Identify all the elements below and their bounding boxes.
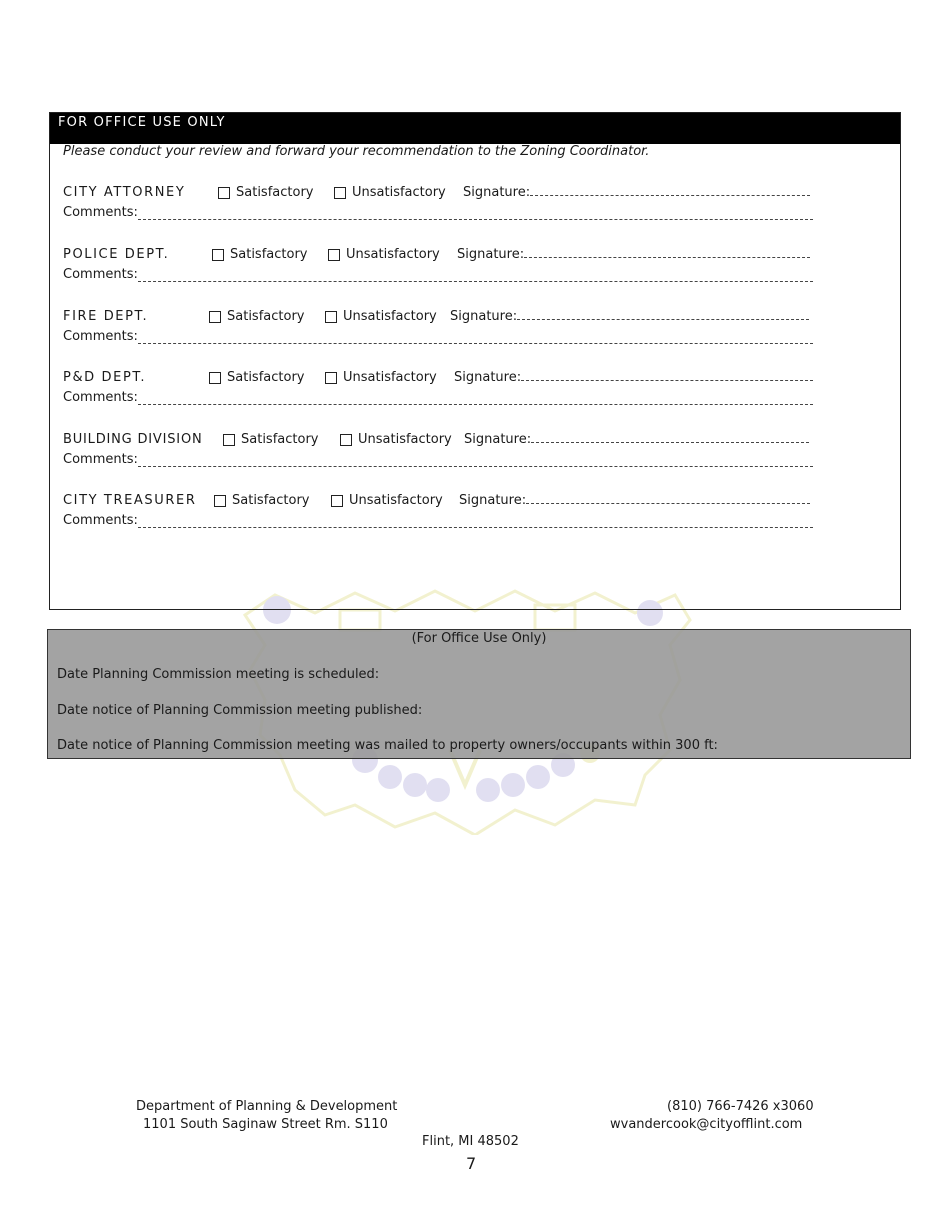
signature-line[interactable] <box>524 245 810 258</box>
comments-label: Comments: <box>63 513 138 528</box>
dept-review-pd <box>63 368 823 408</box>
comments-label: Comments: <box>63 452 138 467</box>
checkbox-square[interactable] <box>331 495 343 507</box>
checkbox-square[interactable] <box>214 495 226 507</box>
checkbox-square[interactable] <box>334 187 346 199</box>
signature-line[interactable] <box>517 307 809 320</box>
signature-label: Signature: <box>454 370 522 385</box>
signature-line[interactable] <box>526 491 810 504</box>
unsatisfactory-label: Unsatisfactory <box>352 185 446 200</box>
satisfactory-label: Satisfactory <box>241 432 319 447</box>
checkbox-square[interactable] <box>340 434 352 446</box>
comments-label: Comments: <box>63 267 138 282</box>
signature-label: Signature: <box>450 309 518 324</box>
footer-phone: (810) 766-7426 x3060 <box>667 1099 814 1114</box>
dept-name: CITY ATTORNEY <box>63 185 186 200</box>
comments-line[interactable] <box>138 269 813 282</box>
unsatisfactory-label: Unsatisfactory <box>346 247 440 262</box>
comments-line[interactable] <box>138 454 813 467</box>
unsatisfactory-label: Unsatisfactory <box>343 370 437 385</box>
signature-line[interactable] <box>531 430 809 443</box>
unsatisfactory-checkbox[interactable] <box>334 183 446 203</box>
checkbox-square[interactable] <box>212 249 224 261</box>
satisfactory-checkbox[interactable] <box>209 307 304 327</box>
comments-line[interactable] <box>138 331 813 344</box>
dept-review-fire <box>63 307 823 347</box>
satisfactory-checkbox[interactable] <box>212 245 307 265</box>
footer-email[interactable]: wvandercook@cityofflint.com <box>610 1117 803 1132</box>
satisfactory-label: Satisfactory <box>227 309 305 324</box>
footer-address: 1101 South Saginaw Street Rm. S110 <box>143 1117 388 1132</box>
signature-field[interactable] <box>454 368 813 388</box>
signature-field[interactable] <box>463 183 810 203</box>
unsatisfactory-checkbox[interactable] <box>328 245 440 265</box>
dept-name: P&D DEPT. <box>63 370 147 385</box>
satisfactory-label: Satisfactory <box>232 493 310 508</box>
dept-name: FIRE DEPT. <box>63 309 149 324</box>
comments-label: Comments: <box>63 390 138 405</box>
checkbox-square[interactable] <box>209 311 221 323</box>
checkbox-square[interactable] <box>223 434 235 446</box>
signature-line[interactable] <box>521 368 813 381</box>
checkbox-square[interactable] <box>209 372 221 384</box>
signature-line[interactable] <box>530 183 810 196</box>
satisfactory-label: Satisfactory <box>236 185 314 200</box>
comments-label: Comments: <box>63 329 138 344</box>
unsatisfactory-label: Unsatisfactory <box>358 432 452 447</box>
dept-name: BUILDING DIVISION <box>63 432 203 447</box>
satisfactory-label: Satisfactory <box>227 370 305 385</box>
dept-name: CITY TREASURER <box>63 493 197 508</box>
dept-review-police <box>63 245 823 285</box>
checkbox-square[interactable] <box>325 311 337 323</box>
dept-review-building <box>63 430 823 470</box>
unsatisfactory-checkbox[interactable] <box>340 430 452 450</box>
meeting-scheduled-date: Date Planning Commission meeting is scheduled: <box>57 667 380 682</box>
signature-label: Signature: <box>464 432 532 447</box>
comments-line[interactable] <box>138 207 813 220</box>
unsatisfactory-label: Unsatisfactory <box>343 309 437 324</box>
signature-label: Signature: <box>459 493 527 508</box>
unsatisfactory-checkbox[interactable] <box>325 307 437 327</box>
unsatisfactory-checkbox[interactable] <box>325 368 437 388</box>
dept-review-city-attorney <box>63 183 823 223</box>
checkbox-square[interactable] <box>218 187 230 199</box>
office-review-box <box>49 112 901 610</box>
signature-field[interactable] <box>459 491 810 511</box>
unsatisfactory-checkbox[interactable] <box>331 491 443 511</box>
satisfactory-checkbox[interactable] <box>214 491 309 511</box>
checkbox-square[interactable] <box>328 249 340 261</box>
page-number: 7 <box>466 1154 477 1173</box>
review-instructions: Please conduct your review and forward your recommendation to the Zoning Coordinator. <box>63 144 650 159</box>
satisfactory-checkbox[interactable] <box>218 183 313 203</box>
checkbox-square[interactable] <box>325 372 337 384</box>
footer-city: Flint, MI 48502 <box>422 1134 519 1149</box>
dept-name: POLICE DEPT. <box>63 247 170 262</box>
notice-mailed-date: Date notice of Planning Commission meeting was mailed to property owners/occupants within 300 ft: <box>57 738 718 753</box>
planning-commission-box <box>47 629 911 759</box>
signature-field[interactable] <box>457 245 810 265</box>
unsatisfactory-label: Unsatisfactory <box>349 493 443 508</box>
comments-label: Comments: <box>63 205 138 220</box>
office-use-header: FOR OFFICE USE ONLY <box>50 113 900 144</box>
satisfactory-label: Satisfactory <box>230 247 308 262</box>
footer-department: Department of Planning & Development <box>136 1099 398 1114</box>
planning-box-title: (For Office Use Only) <box>411 631 547 646</box>
signature-label: Signature: <box>457 247 525 262</box>
comments-line[interactable] <box>138 392 813 405</box>
satisfactory-checkbox[interactable] <box>223 430 318 450</box>
signature-label: Signature: <box>463 185 531 200</box>
signature-field[interactable] <box>464 430 809 450</box>
comments-line[interactable] <box>138 515 813 528</box>
notice-published-date: Date notice of Planning Commission meeting published: <box>57 703 423 718</box>
dept-review-treasurer <box>63 491 823 531</box>
signature-field[interactable] <box>450 307 809 327</box>
satisfactory-checkbox[interactable] <box>209 368 304 388</box>
